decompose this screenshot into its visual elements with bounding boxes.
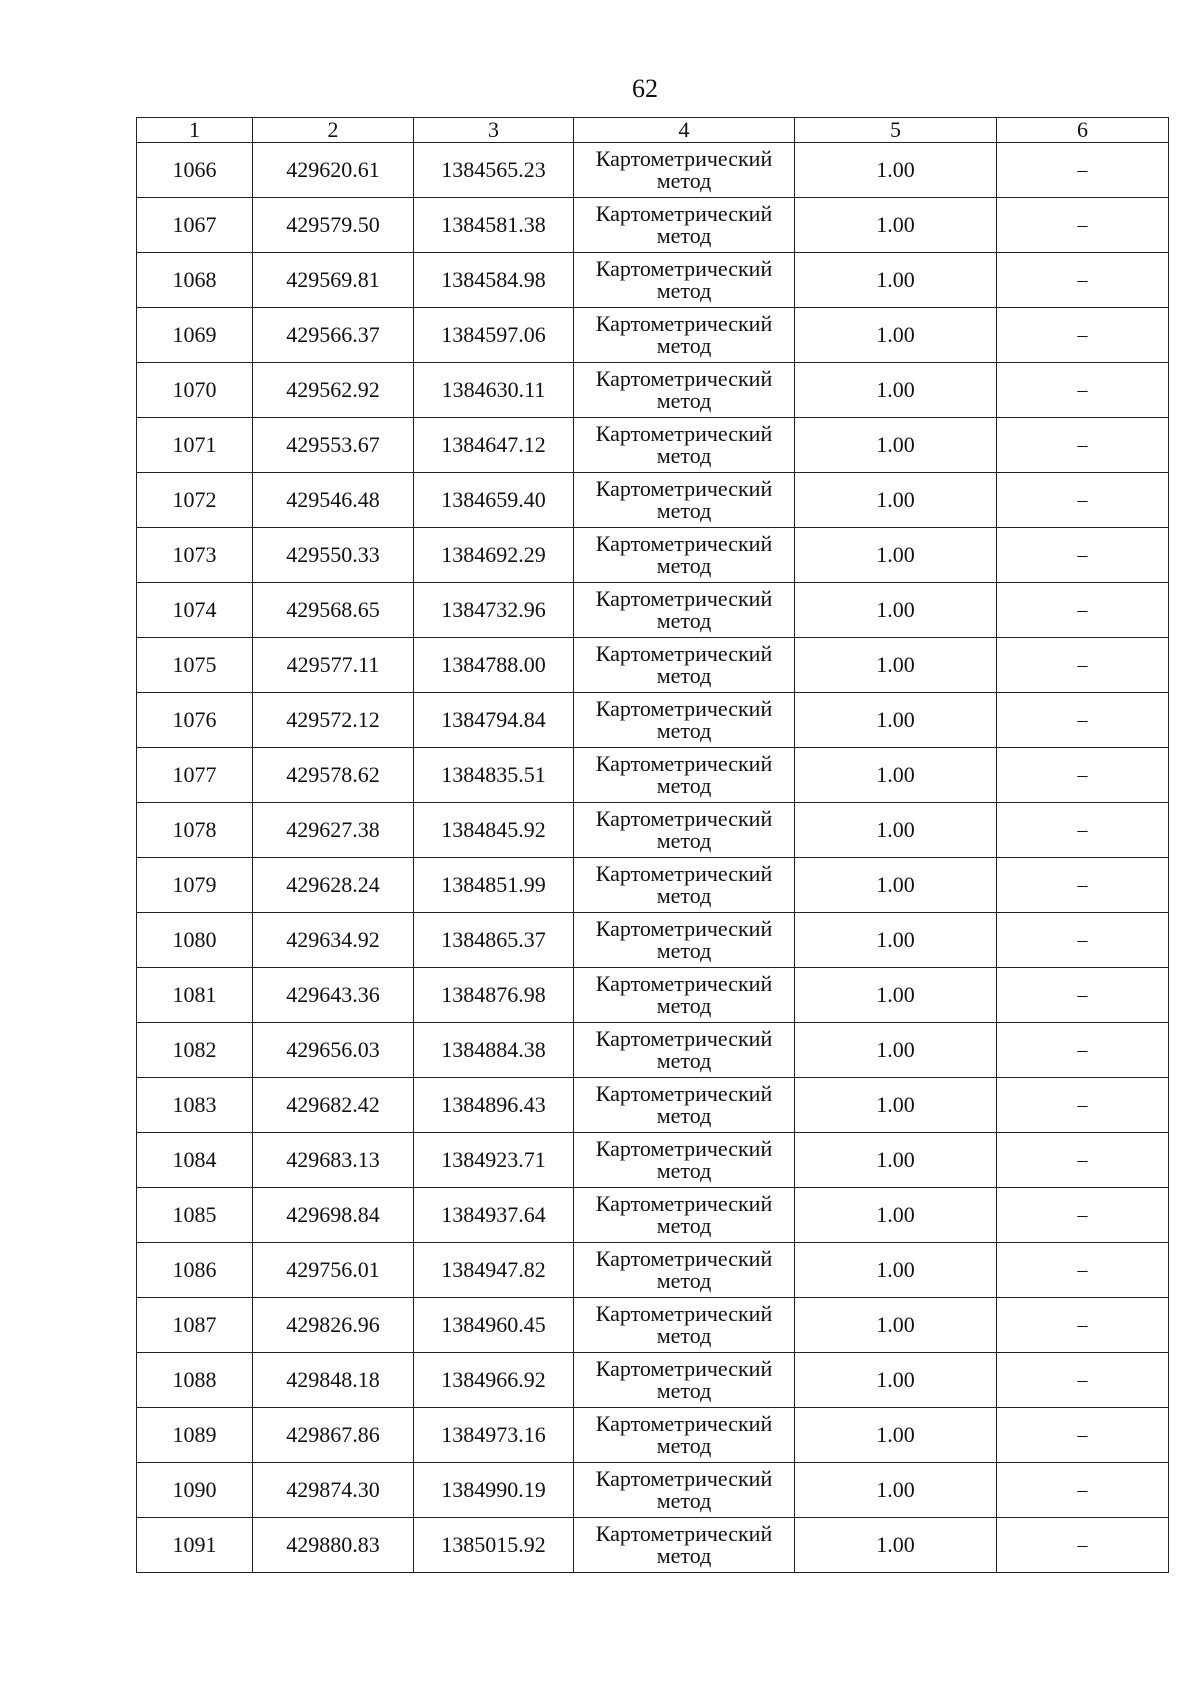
- method-cell: [574, 638, 795, 693]
- table-row: [137, 418, 1169, 473]
- method-line-1: Картометрический: [595, 1136, 773, 1161]
- method-cell: [574, 748, 795, 803]
- point-number-cell: 1072: [137, 473, 253, 528]
- table-row: [137, 1518, 1169, 1573]
- point-number-cell: 1069: [137, 308, 253, 363]
- accuracy-cell: 1.00: [795, 528, 997, 583]
- method-line-2: метод: [656, 718, 712, 743]
- method-cell: [574, 198, 795, 253]
- y-coordinate-cell: 1384876.98: [414, 968, 574, 1023]
- x-coordinate-cell: 429620.61: [253, 143, 414, 198]
- y-coordinate-cell: 1384966.92: [414, 1353, 574, 1408]
- table-row: [137, 1023, 1169, 1078]
- table-row: [137, 308, 1169, 363]
- note-cell: –: [997, 913, 1169, 968]
- accuracy-cell: 1.00: [795, 253, 997, 308]
- y-coordinate-cell: 1384923.71: [414, 1133, 574, 1188]
- coordinates-table: [136, 117, 1169, 1573]
- table-row: [137, 1188, 1169, 1243]
- table-row: [137, 1353, 1169, 1408]
- table-row: [137, 473, 1169, 528]
- table-row: [137, 913, 1169, 968]
- method-line-2: метод: [656, 388, 712, 413]
- method-line-1: Картометрический: [595, 421, 773, 446]
- method-line-2: метод: [656, 443, 712, 468]
- method-line-2: метод: [656, 883, 712, 908]
- method-line-2: метод: [656, 1213, 712, 1238]
- method-line-2: метод: [656, 828, 712, 853]
- y-coordinate-cell: 1384647.12: [414, 418, 574, 473]
- accuracy-cell: 1.00: [795, 198, 997, 253]
- x-coordinate-cell: 429867.86: [253, 1408, 414, 1463]
- table-row: [137, 1298, 1169, 1353]
- y-coordinate-cell: 1384584.98: [414, 253, 574, 308]
- x-coordinate-cell: 429656.03: [253, 1023, 414, 1078]
- table-header-row: [137, 118, 1169, 143]
- method-cell: [574, 1518, 795, 1573]
- method-line-1: Картометрический: [595, 1191, 773, 1216]
- table-row: [137, 803, 1169, 858]
- accuracy-cell: 1.00: [795, 1463, 997, 1518]
- method-line-2: метод: [656, 1543, 712, 1568]
- note-cell: –: [997, 198, 1169, 253]
- point-number-cell: 1071: [137, 418, 253, 473]
- method-line-1: Картометрический: [595, 256, 773, 281]
- method-line-2: метод: [656, 608, 712, 633]
- method-cell: [574, 308, 795, 363]
- method-line-1: Картометрический: [595, 751, 773, 776]
- table-row: [137, 253, 1169, 308]
- point-number-cell: 1088: [137, 1353, 253, 1408]
- note-cell: –: [997, 1353, 1169, 1408]
- method-cell: [574, 1188, 795, 1243]
- accuracy-cell: 1.00: [795, 473, 997, 528]
- method-cell: [574, 693, 795, 748]
- accuracy-cell: 1.00: [795, 1408, 997, 1463]
- x-coordinate-cell: 429682.42: [253, 1078, 414, 1133]
- x-coordinate-cell: 429874.30: [253, 1463, 414, 1518]
- method-cell: [574, 418, 795, 473]
- table-body: [137, 143, 1169, 1573]
- method-line-1: Картометрический: [595, 1026, 773, 1051]
- method-line-2: метод: [656, 1488, 712, 1513]
- method-line-2: метод: [656, 1158, 712, 1183]
- point-number-cell: 1076: [137, 693, 253, 748]
- method-line-1: Картометрический: [595, 806, 773, 831]
- point-number-cell: 1074: [137, 583, 253, 638]
- accuracy-cell: 1.00: [795, 1188, 997, 1243]
- note-cell: –: [997, 1188, 1169, 1243]
- point-number-cell: 1077: [137, 748, 253, 803]
- method-cell: [574, 1243, 795, 1298]
- x-coordinate-cell: 429562.92: [253, 363, 414, 418]
- note-cell: –: [997, 1023, 1169, 1078]
- x-coordinate-cell: 429698.84: [253, 1188, 414, 1243]
- table-row: [137, 748, 1169, 803]
- table-row: [137, 693, 1169, 748]
- point-number-cell: 1086: [137, 1243, 253, 1298]
- note-cell: –: [997, 308, 1169, 363]
- method-line-1: Картометрический: [595, 916, 773, 941]
- x-coordinate-cell: 429579.50: [253, 198, 414, 253]
- y-coordinate-cell: 1384659.40: [414, 473, 574, 528]
- accuracy-cell: 1.00: [795, 308, 997, 363]
- method-line-1: Картометрический: [595, 476, 773, 501]
- method-cell: [574, 1133, 795, 1188]
- method-line-2: метод: [656, 1378, 712, 1403]
- point-number-cell: 1087: [137, 1298, 253, 1353]
- method-line-1: Картометрический: [595, 1081, 773, 1106]
- method-cell: [574, 1023, 795, 1078]
- method-line-1: Картометрический: [595, 1411, 773, 1436]
- method-line-1: Картометрический: [595, 1521, 773, 1546]
- y-coordinate-cell: 1384788.00: [414, 638, 574, 693]
- note-cell: –: [997, 253, 1169, 308]
- method-line-1: Картометрический: [595, 201, 773, 226]
- column-header: 2: [253, 118, 414, 143]
- column-header: 4: [574, 118, 795, 143]
- method-line-1: Картометрический: [595, 311, 773, 336]
- accuracy-cell: 1.00: [795, 143, 997, 198]
- x-coordinate-cell: 429880.83: [253, 1518, 414, 1573]
- y-coordinate-cell: 1385015.92: [414, 1518, 574, 1573]
- method-line-2: метод: [656, 498, 712, 523]
- method-line-2: метод: [656, 938, 712, 963]
- method-line-2: метод: [656, 1103, 712, 1128]
- note-cell: –: [997, 638, 1169, 693]
- method-cell: [574, 1463, 795, 1518]
- method-line-1: Картометрический: [595, 1246, 773, 1271]
- y-coordinate-cell: 1384597.06: [414, 308, 574, 363]
- y-coordinate-cell: 1384581.38: [414, 198, 574, 253]
- method-cell: [574, 143, 795, 198]
- method-line-2: метод: [656, 333, 712, 358]
- note-cell: –: [997, 858, 1169, 913]
- note-cell: –: [997, 968, 1169, 1023]
- note-cell: –: [997, 1243, 1169, 1298]
- point-number-cell: 1068: [137, 253, 253, 308]
- table-row: [137, 1133, 1169, 1188]
- point-number-cell: 1081: [137, 968, 253, 1023]
- method-line-2: метод: [656, 1323, 712, 1348]
- table-row: [137, 1463, 1169, 1518]
- x-coordinate-cell: 429826.96: [253, 1298, 414, 1353]
- x-coordinate-cell: 429568.65: [253, 583, 414, 638]
- y-coordinate-cell: 1384732.96: [414, 583, 574, 638]
- point-number-cell: 1089: [137, 1408, 253, 1463]
- method-line-1: Картометрический: [595, 696, 773, 721]
- y-coordinate-cell: 1384896.43: [414, 1078, 574, 1133]
- y-coordinate-cell: 1384947.82: [414, 1243, 574, 1298]
- note-cell: –: [997, 803, 1169, 858]
- method-cell: [574, 253, 795, 308]
- accuracy-cell: 1.00: [795, 693, 997, 748]
- y-coordinate-cell: 1384692.29: [414, 528, 574, 583]
- accuracy-cell: 1.00: [795, 1353, 997, 1408]
- y-coordinate-cell: 1384937.64: [414, 1188, 574, 1243]
- method-cell: [574, 1078, 795, 1133]
- method-cell: [574, 858, 795, 913]
- x-coordinate-cell: 429848.18: [253, 1353, 414, 1408]
- point-number-cell: 1075: [137, 638, 253, 693]
- method-cell: [574, 1408, 795, 1463]
- table-row: [137, 858, 1169, 913]
- method-line-2: метод: [656, 773, 712, 798]
- x-coordinate-cell: 429546.48: [253, 473, 414, 528]
- accuracy-cell: 1.00: [795, 1243, 997, 1298]
- y-coordinate-cell: 1384845.92: [414, 803, 574, 858]
- method-line-1: Картометрический: [595, 861, 773, 886]
- table-row: [137, 528, 1169, 583]
- x-coordinate-cell: 429756.01: [253, 1243, 414, 1298]
- note-cell: –: [997, 1518, 1169, 1573]
- y-coordinate-cell: 1384794.84: [414, 693, 574, 748]
- accuracy-cell: 1.00: [795, 968, 997, 1023]
- accuracy-cell: 1.00: [795, 1078, 997, 1133]
- point-number-cell: 1082: [137, 1023, 253, 1078]
- accuracy-cell: 1.00: [795, 1133, 997, 1188]
- method-cell: [574, 803, 795, 858]
- method-line-1: Картометрический: [595, 1466, 773, 1491]
- method-line-1: Картометрический: [595, 1301, 773, 1326]
- accuracy-cell: 1.00: [795, 858, 997, 913]
- point-number-cell: 1083: [137, 1078, 253, 1133]
- method-line-2: метод: [656, 993, 712, 1018]
- accuracy-cell: 1.00: [795, 1298, 997, 1353]
- point-number-cell: 1073: [137, 528, 253, 583]
- accuracy-cell: 1.00: [795, 363, 997, 418]
- x-coordinate-cell: 429634.92: [253, 913, 414, 968]
- table-row: [137, 143, 1169, 198]
- y-coordinate-cell: 1384865.37: [414, 913, 574, 968]
- table-row: [137, 583, 1169, 638]
- point-number-cell: 1084: [137, 1133, 253, 1188]
- method-line-2: метод: [656, 1048, 712, 1073]
- point-number-cell: 1066: [137, 143, 253, 198]
- note-cell: –: [997, 748, 1169, 803]
- page-number: 62: [632, 74, 658, 103]
- y-coordinate-cell: 1384960.45: [414, 1298, 574, 1353]
- note-cell: –: [997, 473, 1169, 528]
- note-cell: –: [997, 143, 1169, 198]
- accuracy-cell: 1.00: [795, 583, 997, 638]
- table-row: [137, 1408, 1169, 1463]
- note-cell: –: [997, 1078, 1169, 1133]
- y-coordinate-cell: 1384835.51: [414, 748, 574, 803]
- method-cell: [574, 363, 795, 418]
- note-cell: –: [997, 1298, 1169, 1353]
- method-line-1: Картометрический: [595, 366, 773, 391]
- method-cell: [574, 583, 795, 638]
- table-row: [137, 198, 1169, 253]
- note-cell: –: [997, 363, 1169, 418]
- method-line-1: Картометрический: [595, 146, 773, 171]
- point-number-cell: 1079: [137, 858, 253, 913]
- method-line-2: метод: [656, 278, 712, 303]
- x-coordinate-cell: 429578.62: [253, 748, 414, 803]
- note-cell: –: [997, 1408, 1169, 1463]
- method-line-1: Картометрический: [595, 1356, 773, 1381]
- method-cell: [574, 913, 795, 968]
- table-row: [137, 638, 1169, 693]
- y-coordinate-cell: 1384884.38: [414, 1023, 574, 1078]
- method-line-2: метод: [656, 168, 712, 193]
- point-number-cell: 1067: [137, 198, 253, 253]
- method-line-2: метод: [656, 1268, 712, 1293]
- x-coordinate-cell: 429577.11: [253, 638, 414, 693]
- accuracy-cell: 1.00: [795, 1023, 997, 1078]
- table-row: [137, 968, 1169, 1023]
- method-cell: [574, 473, 795, 528]
- table-row: [137, 1243, 1169, 1298]
- accuracy-cell: 1.00: [795, 803, 997, 858]
- x-coordinate-cell: 429627.38: [253, 803, 414, 858]
- point-number-cell: 1091: [137, 1518, 253, 1573]
- method-cell: [574, 968, 795, 1023]
- method-line-1: Картометрический: [595, 641, 773, 666]
- note-cell: –: [997, 693, 1169, 748]
- point-number-cell: 1070: [137, 363, 253, 418]
- method-line-1: Картометрический: [595, 586, 773, 611]
- method-cell: [574, 1353, 795, 1408]
- column-header: 6: [997, 118, 1169, 143]
- method-cell: [574, 1298, 795, 1353]
- column-header: 5: [795, 118, 997, 143]
- x-coordinate-cell: 429643.36: [253, 968, 414, 1023]
- method-line-2: метод: [656, 553, 712, 578]
- table-row: [137, 363, 1169, 418]
- x-coordinate-cell: 429572.12: [253, 693, 414, 748]
- method-line-2: метод: [656, 663, 712, 688]
- accuracy-cell: 1.00: [795, 638, 997, 693]
- y-coordinate-cell: 1384973.16: [414, 1408, 574, 1463]
- method-line-2: метод: [656, 1433, 712, 1458]
- column-header: 1: [137, 118, 253, 143]
- note-cell: –: [997, 1133, 1169, 1188]
- x-coordinate-cell: 429566.37: [253, 308, 414, 363]
- x-coordinate-cell: 429628.24: [253, 858, 414, 913]
- accuracy-cell: 1.00: [795, 418, 997, 473]
- x-coordinate-cell: 429569.81: [253, 253, 414, 308]
- accuracy-cell: 1.00: [795, 913, 997, 968]
- y-coordinate-cell: 1384990.19: [414, 1463, 574, 1518]
- column-header: 3: [414, 118, 574, 143]
- point-number-cell: 1078: [137, 803, 253, 858]
- note-cell: –: [997, 583, 1169, 638]
- x-coordinate-cell: 429683.13: [253, 1133, 414, 1188]
- method-line-1: Картометрический: [595, 971, 773, 996]
- table-row: [137, 1078, 1169, 1133]
- accuracy-cell: 1.00: [795, 1518, 997, 1573]
- y-coordinate-cell: 1384851.99: [414, 858, 574, 913]
- note-cell: –: [997, 1463, 1169, 1518]
- y-coordinate-cell: 1384630.11: [414, 363, 574, 418]
- x-coordinate-cell: 429550.33: [253, 528, 414, 583]
- note-cell: –: [997, 528, 1169, 583]
- y-coordinate-cell: 1384565.23: [414, 143, 574, 198]
- x-coordinate-cell: 429553.67: [253, 418, 414, 473]
- method-cell: [574, 528, 795, 583]
- note-cell: –: [997, 418, 1169, 473]
- method-line-1: Картометрический: [595, 531, 773, 556]
- point-number-cell: 1090: [137, 1463, 253, 1518]
- accuracy-cell: 1.00: [795, 748, 997, 803]
- method-line-2: метод: [656, 223, 712, 248]
- point-number-cell: 1080: [137, 913, 253, 968]
- point-number-cell: 1085: [137, 1188, 253, 1243]
